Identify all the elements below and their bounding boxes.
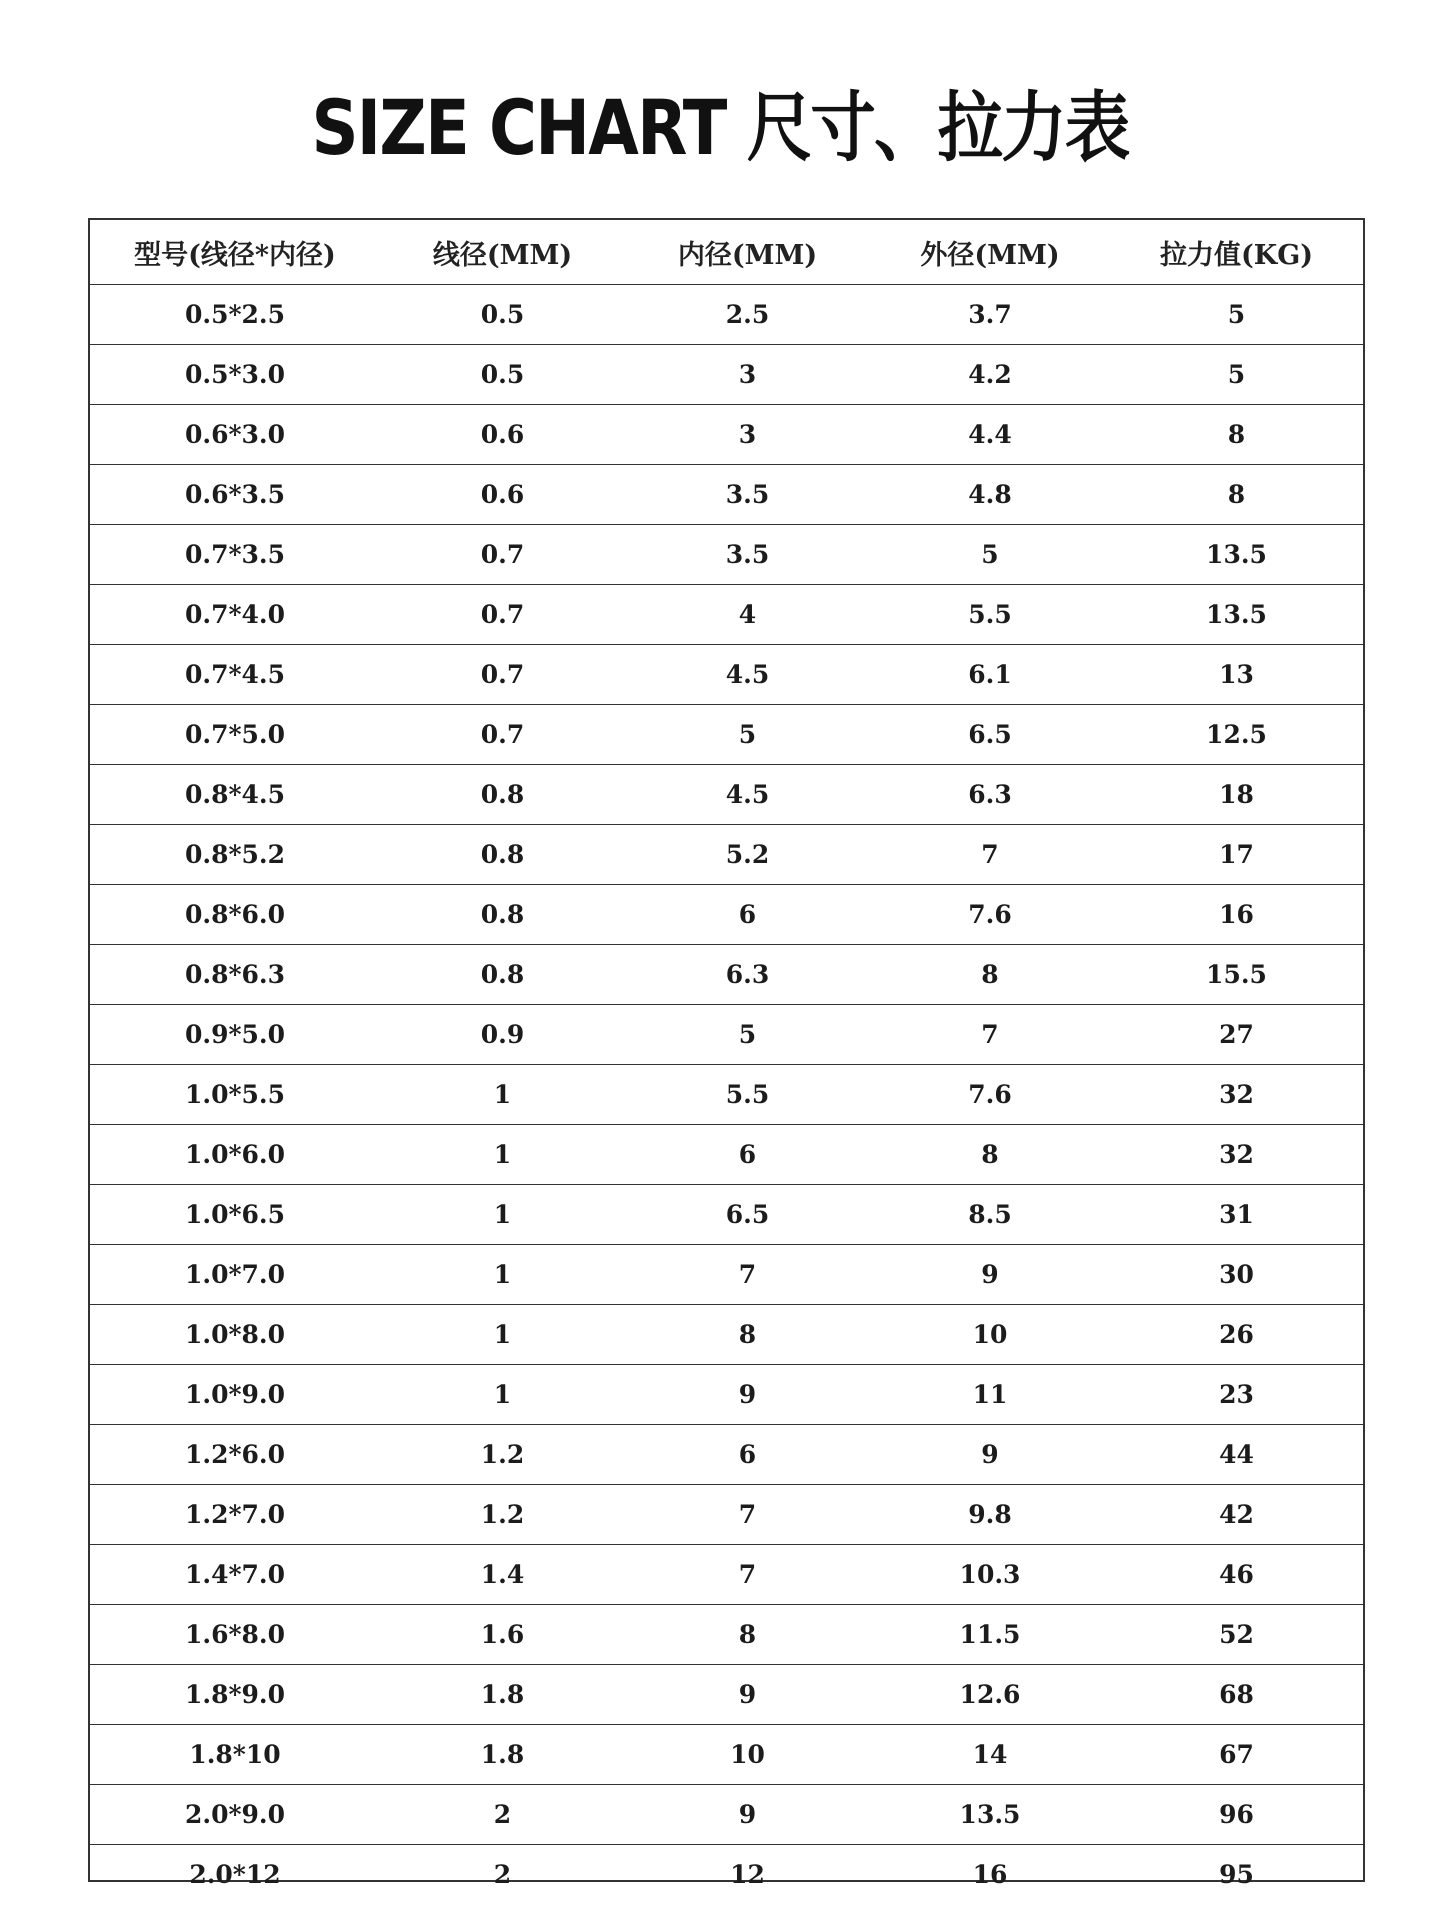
cell-model: 1.0*9.0 <box>90 1365 380 1425</box>
table-header-row <box>90 220 1363 285</box>
cell-model: 1.0*5.5 <box>90 1065 380 1125</box>
table-row <box>90 885 1363 945</box>
cell-tensile-strength: 17 <box>1110 825 1363 885</box>
cell-inner-diameter: 6 <box>625 1125 870 1185</box>
cell-model: 0.7*4.0 <box>90 585 380 645</box>
cell-model: 0.6*3.0 <box>90 405 380 465</box>
cell-tensile-strength: 52 <box>1110 1605 1363 1665</box>
table-row <box>90 1485 1363 1545</box>
cell-inner-diameter: 8 <box>625 1305 870 1365</box>
cell-inner-diameter: 6 <box>625 1425 870 1485</box>
table-row <box>90 1665 1363 1725</box>
cell-tensile-strength: 8 <box>1110 405 1363 465</box>
cell-model: 0.7*5.0 <box>90 705 380 765</box>
cell-wire-diameter: 0.7 <box>380 525 625 585</box>
cell-outer-diameter: 6.1 <box>870 645 1110 705</box>
cell-model: 0.5*3.0 <box>90 345 380 405</box>
cell-tensile-strength: 30 <box>1110 1245 1363 1305</box>
cell-wire-diameter: 1.4 <box>380 1545 625 1605</box>
cell-tensile-strength: 46 <box>1110 1545 1363 1605</box>
cell-outer-diameter: 6.5 <box>870 705 1110 765</box>
cell-tensile-strength: 32 <box>1110 1065 1363 1125</box>
cell-wire-diameter: 1 <box>380 1245 625 1305</box>
table-row <box>90 645 1363 705</box>
cell-wire-diameter: 0.7 <box>380 645 625 705</box>
cell-tensile-strength: 23 <box>1110 1365 1363 1425</box>
cell-wire-diameter: 0.8 <box>380 765 625 825</box>
cell-wire-diameter: 2 <box>493 1860 512 1889</box>
cell-tensile-strength: 32 <box>1110 1125 1363 1185</box>
cell-outer-diameter: 3.7 <box>870 285 1110 345</box>
cell-outer-diameter: 5 <box>870 525 1110 585</box>
cell-wire-diameter: 0.8 <box>380 885 625 945</box>
table-row <box>90 1725 1363 1785</box>
cell-model: 0.7*4.5 <box>90 645 380 705</box>
cell-inner-diameter: 5 <box>625 1005 870 1065</box>
cell-tensile-strength: 26 <box>1110 1305 1363 1365</box>
cell-inner-diameter: 2.5 <box>625 285 870 345</box>
cell-wire-diameter: 1 <box>380 1305 625 1365</box>
cell-outer-diameter: 6.3 <box>870 765 1110 825</box>
cell-outer-diameter: 4.4 <box>870 405 1110 465</box>
cell-inner-diameter: 7 <box>625 1245 870 1305</box>
cell-inner-diameter: 6.5 <box>625 1185 870 1245</box>
cell-tensile-strength: 5 <box>1110 345 1363 405</box>
table-row <box>90 1425 1363 1485</box>
header-outer-diameter: 外径(MM) <box>870 220 1110 285</box>
size-chart-table <box>90 220 1363 1904</box>
cell-outer-diameter: 7.6 <box>870 885 1110 945</box>
cell-inner-diameter: 6 <box>625 885 870 945</box>
cell-model: 0.5*2.5 <box>90 285 380 345</box>
cell-tensile-strength: 27 <box>1110 1005 1363 1065</box>
cell-tensile-strength: 95 <box>1219 1860 1254 1889</box>
cell-inner-diameter: 9 <box>625 1785 870 1845</box>
table-row <box>90 1065 1363 1125</box>
cell-outer-diameter: 10.3 <box>870 1545 1110 1605</box>
cell-inner-diameter: 3 <box>625 405 870 465</box>
cell-model: 0.8*5.2 <box>90 825 380 885</box>
cell-model: 1.2*6.0 <box>90 1425 380 1485</box>
cell-outer-diameter: 8 <box>870 1125 1110 1185</box>
cell-outer-diameter: 4.8 <box>870 465 1110 525</box>
cell-outer-diameter: 9 <box>870 1245 1110 1305</box>
cell-model: 1.0*7.0 <box>90 1245 380 1305</box>
table-body <box>90 285 1363 1905</box>
cell-inner-diameter: 5.2 <box>625 825 870 885</box>
cell-wire-diameter: 1 <box>380 1065 625 1125</box>
cell-inner-diameter: 7 <box>625 1485 870 1545</box>
cell-wire-diameter: 0.6 <box>380 405 625 465</box>
cell-outer-diameter: 10 <box>870 1305 1110 1365</box>
table-row <box>90 825 1363 885</box>
cell-wire-diameter: 0.5 <box>380 345 625 405</box>
cell-outer-diameter: 8 <box>870 945 1110 1005</box>
cell-inner-diameter: 6.3 <box>625 945 870 1005</box>
table-row <box>90 345 1363 405</box>
cell-wire-diameter: 0.6 <box>380 465 625 525</box>
cell-outer-diameter: 16 <box>972 1860 1008 1889</box>
cell-outer-diameter: 12.6 <box>870 1665 1110 1725</box>
cell-wire-diameter: 0.8 <box>380 945 625 1005</box>
cell-wire-diameter: 0.9 <box>380 1005 625 1065</box>
cell-wire-diameter: 0.7 <box>380 705 625 765</box>
cell-outer-diameter: 11.5 <box>870 1605 1110 1665</box>
table-row <box>90 525 1363 585</box>
table-row <box>90 1185 1363 1245</box>
table-row <box>90 1365 1363 1425</box>
header-wire-diameter: 线径(MM) <box>380 220 625 285</box>
cell-inner-diameter: 9 <box>625 1365 870 1425</box>
cell-wire-diameter: 1 <box>380 1365 625 1425</box>
cell-inner-diameter: 7 <box>625 1545 870 1605</box>
cell-wire-diameter: 1 <box>380 1125 625 1185</box>
cell-wire-diameter: 1.2 <box>380 1485 625 1545</box>
cell-inner-diameter: 12 <box>730 1860 765 1889</box>
header-tensile-strength: 拉力值(KG) <box>1110 220 1363 285</box>
cell-model: 1.0*6.5 <box>90 1185 380 1245</box>
cell-tensile-strength: 12.5 <box>1110 705 1363 765</box>
cell-inner-diameter: 3.5 <box>625 525 870 585</box>
cell-model: 0.7*3.5 <box>90 525 380 585</box>
header-model: 型号(线径*内径) <box>90 220 380 285</box>
cell-inner-diameter: 3 <box>625 345 870 405</box>
cell-outer-diameter: 13.5 <box>870 1785 1110 1845</box>
table-row <box>90 1545 1363 1605</box>
cell-wire-diameter: 0.8 <box>380 825 625 885</box>
cell-tensile-strength: 96 <box>1110 1785 1363 1845</box>
table-row <box>90 1305 1363 1365</box>
cell-wire-diameter: 0.7 <box>380 585 625 645</box>
cell-tensile-strength: 67 <box>1110 1725 1363 1785</box>
cell-model: 0.9*5.0 <box>90 1005 380 1065</box>
table-row <box>90 405 1363 465</box>
cell-outer-diameter: 5.5 <box>870 585 1110 645</box>
table-row <box>90 705 1363 765</box>
cell-inner-diameter: 9 <box>625 1665 870 1725</box>
cell-inner-diameter: 4.5 <box>625 645 870 705</box>
table-row <box>90 1845 1363 1905</box>
cell-inner-diameter: 4 <box>625 585 870 645</box>
cell-outer-diameter: 9.8 <box>870 1485 1110 1545</box>
cell-model: 2.0*12 <box>189 1860 281 1889</box>
cell-outer-diameter: 9 <box>870 1425 1110 1485</box>
cell-model: 0.8*4.5 <box>90 765 380 825</box>
size-chart-table-container <box>88 218 1365 1889</box>
cell-wire-diameter: 1.8 <box>380 1665 625 1725</box>
table-row <box>90 1005 1363 1065</box>
cell-tensile-strength: 13.5 <box>1110 585 1363 645</box>
cell-wire-diameter: 1.8 <box>380 1725 625 1785</box>
cell-model: 0.8*6.0 <box>90 885 380 945</box>
cell-model: 1.6*8.0 <box>90 1605 380 1665</box>
cell-wire-diameter: 0.5 <box>380 285 625 345</box>
cell-model: 1.0*8.0 <box>90 1305 380 1365</box>
cell-inner-diameter: 4.5 <box>625 765 870 825</box>
table-row <box>90 465 1363 525</box>
table-row <box>90 285 1363 345</box>
cell-model: 1.8*9.0 <box>90 1665 380 1725</box>
cell-outer-diameter: 8.5 <box>870 1185 1110 1245</box>
cell-wire-diameter: 1.6 <box>380 1605 625 1665</box>
cell-outer-diameter: 11 <box>870 1365 1110 1425</box>
page-title: SIZE CHART 尺寸、拉力表 <box>311 83 1129 172</box>
header-inner-diameter: 内径(MM) <box>625 220 870 285</box>
cell-model: 1.8*10 <box>90 1725 380 1785</box>
cell-wire-diameter: 2 <box>380 1785 625 1845</box>
cell-tensile-strength: 68 <box>1110 1665 1363 1725</box>
table-row <box>90 585 1363 645</box>
cell-tensile-strength: 44 <box>1110 1425 1363 1485</box>
cell-tensile-strength: 5 <box>1110 285 1363 345</box>
cell-model: 0.8*6.3 <box>90 945 380 1005</box>
table-row <box>90 1245 1363 1305</box>
table-row <box>90 1125 1363 1185</box>
cell-inner-diameter: 5 <box>625 705 870 765</box>
cell-outer-diameter: 7.6 <box>870 1065 1110 1125</box>
cell-outer-diameter: 7 <box>870 1005 1110 1065</box>
table-row <box>90 1785 1363 1845</box>
cell-tensile-strength: 42 <box>1110 1485 1363 1545</box>
cell-tensile-strength: 18 <box>1110 765 1363 825</box>
cell-tensile-strength: 15.5 <box>1110 945 1363 1005</box>
cell-tensile-strength: 8 <box>1110 465 1363 525</box>
cell-wire-diameter: 1 <box>380 1185 625 1245</box>
table-row <box>90 945 1363 1005</box>
cell-model: 1.0*6.0 <box>90 1125 380 1185</box>
cell-inner-diameter: 5.5 <box>625 1065 870 1125</box>
cell-model: 1.4*7.0 <box>90 1545 380 1605</box>
table-row <box>90 1605 1363 1665</box>
cell-outer-diameter: 7 <box>870 825 1110 885</box>
cell-inner-diameter: 10 <box>625 1725 870 1785</box>
cell-wire-diameter: 1.2 <box>380 1425 625 1485</box>
cell-tensile-strength: 13 <box>1110 645 1363 705</box>
cell-outer-diameter: 14 <box>870 1725 1110 1785</box>
cell-model: 1.2*7.0 <box>90 1485 380 1545</box>
cell-outer-diameter: 4.2 <box>870 345 1110 405</box>
cell-tensile-strength: 31 <box>1110 1185 1363 1245</box>
cell-inner-diameter: 8 <box>625 1605 870 1665</box>
cell-inner-diameter: 3.5 <box>625 465 870 525</box>
table-row <box>90 765 1363 825</box>
cell-tensile-strength: 13.5 <box>1110 525 1363 585</box>
cell-model: 0.6*3.5 <box>90 465 380 525</box>
cell-tensile-strength: 16 <box>1110 885 1363 945</box>
cell-model: 2.0*9.0 <box>90 1785 380 1845</box>
